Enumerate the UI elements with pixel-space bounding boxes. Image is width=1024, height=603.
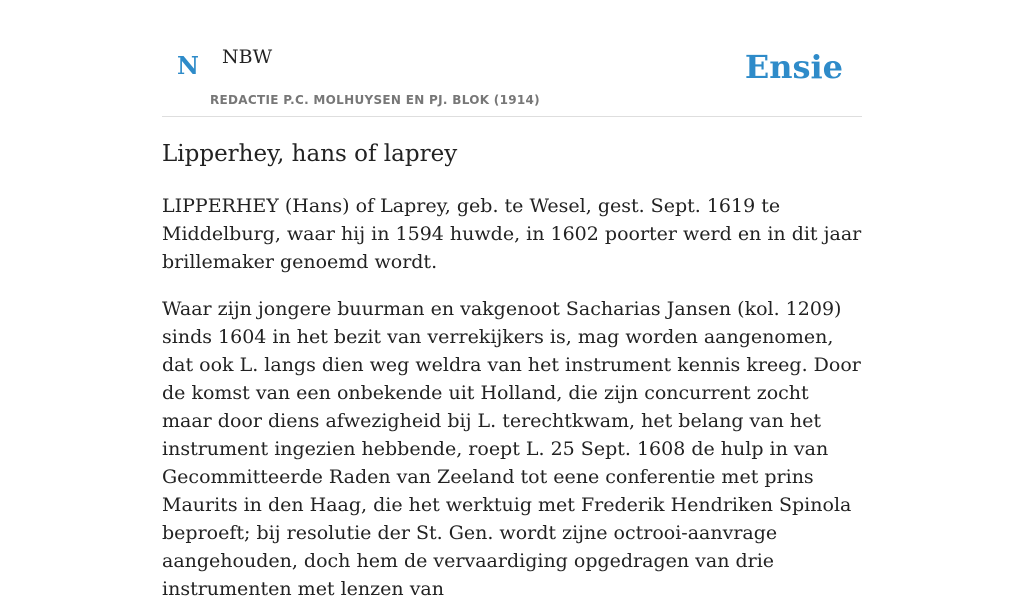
entry-content <box>162 138 862 603</box>
source-subtitle: REDACTIE P.C. MOLHUYSEN EN PJ. BLOK (1914) <box>210 93 540 107</box>
brand-logo[interactable]: Ensie <box>744 48 843 86</box>
entry-paragraph: LIPPERHEY (Hans) of Laprey, geb. te Wesel, gest. Sept. 1619 te Middelburg, waar hij in 1594 huwde, in 1602 poorter werd en in dit jaar brillemaker genoemd wordt. <box>162 195 862 273</box>
source-title[interactable]: NBW <box>222 46 273 68</box>
entry-title: Lipperhey, hans of laprey <box>162 141 458 167</box>
source-logo[interactable]: N <box>177 51 199 80</box>
entry-paragraph: Waar zijn jongere buurman en vakgenoot Sacharias Jansen (kol. 1209) sinds 1604 in het bezit van verrekijkers is, mag worden aangenomen, dat ook L. langs dien weg weldra van het instrument kennis kreeg. Door de komst van een onbekende uit Holland, die zijn concurrent zocht maar door diens afwezigheid bij L. terechtkwam, het belang van het instrument ingezien hebbende, roept L. 25 Sept. 1608 de hulp in van Gecommitteerde Raden van Zeeland tot eene conferentie met prins Maurits in den Haag, die het werktuig met Frederik Hendriken Spinola beproeft; bij resolutie der St. Gen. wordt zijne octrooi-aanvrage aangehouden, doch hem de vervaardiging opgedragen van drie instrumenten met lenzen van <box>162 298 861 600</box>
site-header <box>162 0 862 117</box>
